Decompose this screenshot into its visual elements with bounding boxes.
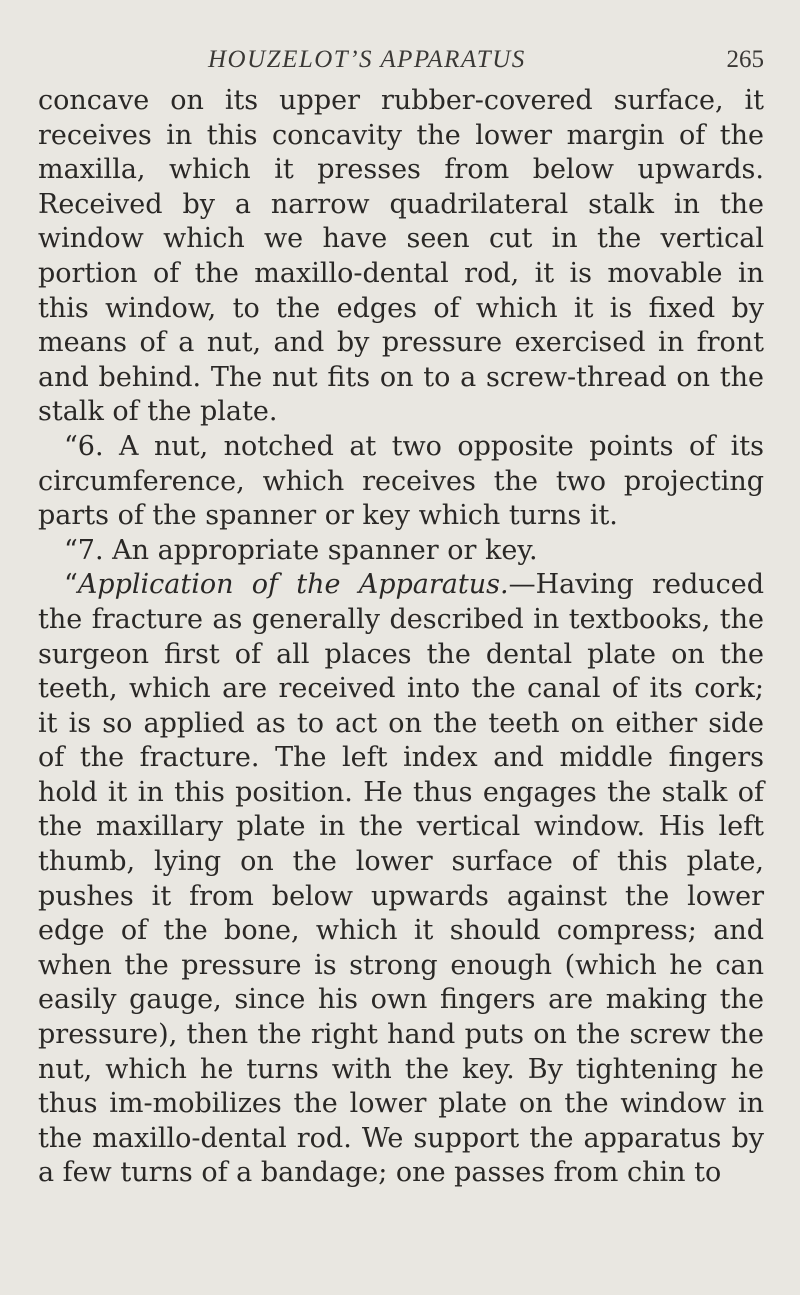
- opening-quote: “: [64, 569, 78, 601]
- page-number: 265: [726, 46, 764, 73]
- paragraph-application: [38, 568, 764, 1191]
- running-title: HOUZELOT’S APPARATUS: [208, 46, 526, 73]
- paragraph-application-text: —Having reduced the fracture as generally described in textbooks, the surgeon first of all places the dental plate on the teeth, which are received into the canal of its cork; it is so applied as to act on the teeth on either side of the fracture. The left index and middle fingers hold it in this position. He thus engages the stalk of the maxillary plate in the vertical window. His left thumb, lying on the lower surface of this plate, pushes it from below upwards against the lower edge of the bone, which it should compress; and when the pressure is strong enough (which he can easily gauge, since his own fingers are making the pressure), then the right hand puts on the screw the nut, which he turns with the key. By tightening he thus im-mobilizes the lower plate on the window in the maxillo-dental rod. We support the apparatus by a few turns of a bandage; one passes from chin to: [38, 569, 764, 1189]
- section-heading-application: Application of the Apparatus.: [77, 569, 509, 601]
- paragraph-item-7: “7. An appropriate spanner or key.: [64, 534, 538, 566]
- running-head: [38, 44, 764, 84]
- body-text: [38, 84, 764, 1191]
- paragraph-item-6: “6. A nut, notched at two opposite points of its circumference, which receives the two projecting parts of the spanner or key which turns it.: [38, 430, 764, 532]
- book-page: [38, 44, 764, 1191]
- paragraph-continuation: concave on its upper rubber-covered surface, it receives in this concavity the lower margin of the maxilla, which it presses from below upwards. Received by a narrow quadrilateral stalk in the window which we have seen cut in the vertical portion of the maxillo-dental rod, it is movable in this window, to the edges of which it is fixed by means of a nut, and by pressure exercised in front and behind. The nut fits on to a screw-thread on the stalk of the plate.: [38, 85, 764, 428]
